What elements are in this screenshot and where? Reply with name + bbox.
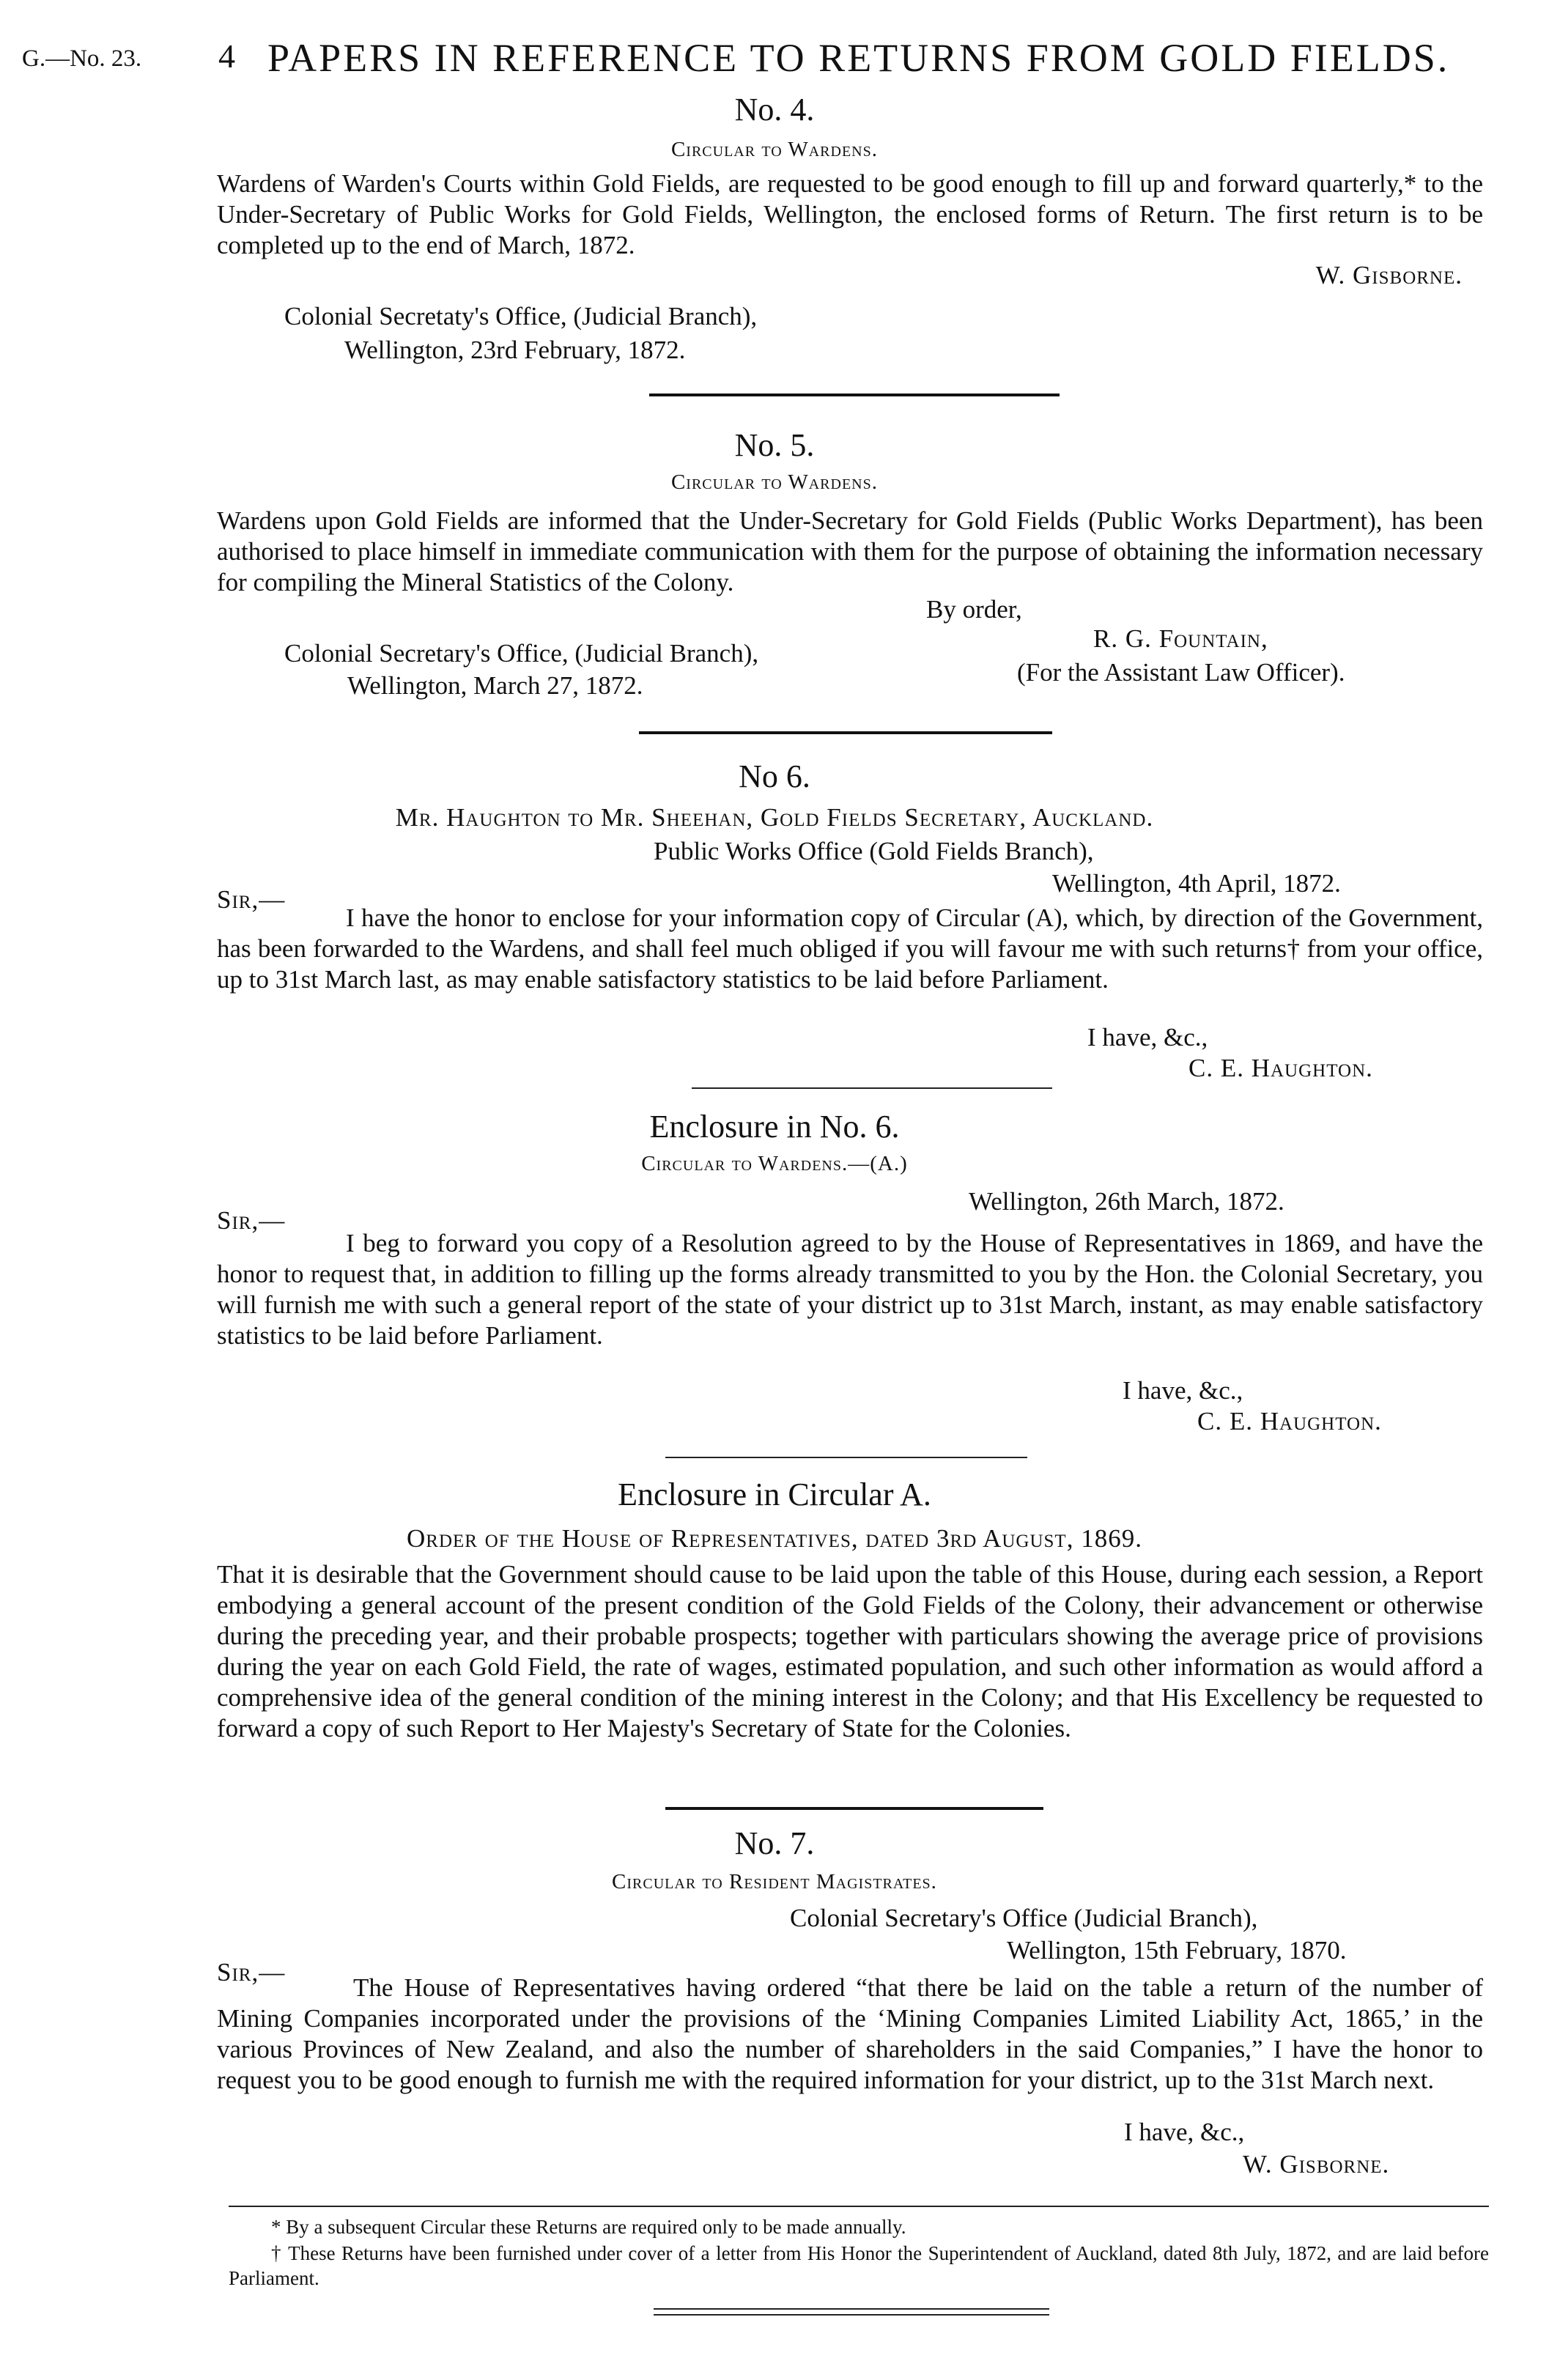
enclosure-a-body: That it is desirable that the Government should cause to be laid upon the table of this House, during each session, a Report embodying a general account of the present condition of the Gold Fields of the Colony, their advancement or otherwise during the preceding year, and their probable prospects; together with particulars showing the average price of provisions during the year on each Gold Field, the rate of wages, estimated population, and such other information as would afford a comprehensive idea of the general condition of the mining interest in the Colony; and that His Excellency be requested to forward a copy of such Report to Her Majesty's Secretary of State for the Colonies. — [217, 1560, 1483, 1742]
footnote-rule — [229, 2206, 1489, 2207]
no6-subheading: Mr. Haughton to Mr. Sheehan, Gold Fields Secretary, Auckland. — [395, 803, 1154, 832]
no4-heading: No. 4. — [734, 92, 815, 128]
no5-office: Colonial Secretary's Office, (Judicial Branch), — [284, 639, 759, 668]
no7-salutation: Sir,— — [217, 1958, 286, 1987]
no7-body: The House of Representatives having ordered “that there be laid on the table a return of the number of Mining Companies incorporated under the provisions of the ‘Mining Companies Limited Liability Act, 1865,’ in the various Provinces of New Zealand, and also the number of shareholders in the said Companies,” I have the honor to request you to be good enough to furnish me with the required information for your district, up to the 31st March next. — [217, 1973, 1483, 2094]
enclosure-a-heading: Enclosure in Circular A. — [618, 1477, 931, 1512]
no5-heading: No. 5. — [734, 427, 815, 463]
no5-by-order: By order, — [926, 595, 1022, 624]
no4-signature: W. Gisborne. — [1315, 261, 1463, 289]
enclosure6-signature: C. E. Haughton. — [1197, 1407, 1382, 1435]
enclosure6-subheading: Circular to Wardens.—(A.) — [641, 1152, 908, 1175]
no5-subheading: Circular to Wardens. — [670, 470, 879, 494]
no7-signature: W. Gisborne. — [1243, 2150, 1390, 2178]
no4-office: Colonial Secretaty's Office, (Judicial Branch), — [284, 302, 758, 330]
section-rule — [692, 1087, 1052, 1089]
no6-heading: No 6. — [739, 758, 810, 794]
no5-signature: R. G. Fountain, — [1093, 624, 1268, 653]
no7-office: Colonial Secretary's Office (Judicial Branch), — [790, 1904, 1258, 1932]
no6-closing: I have, &c., — [1087, 1023, 1208, 1052]
no4-body: Wardens of Warden's Courts within Gold Fields, are requested to be good enough to fill up and forward quarterly,* to the Under-Secretary of Public Works for Gold Fields, Wellington, the enclosed forms of Return. The first return is to be completed up to the end of March, 1872. — [217, 169, 1483, 259]
enclosure6-heading: Enclosure in No. 6. — [649, 1109, 900, 1145]
enclosure-a-subheading: Order of the House of Representatives, dated 3rd August, 1869. — [407, 1524, 1142, 1553]
enclosure6-salutation: Sir,— — [217, 1206, 286, 1235]
no7-heading: No. 7. — [734, 1825, 815, 1861]
page-number: 4 — [218, 37, 235, 75]
section-rule — [665, 1807, 1043, 1810]
no5-signature-role: (For the Assistant Law Officer). — [1017, 658, 1345, 687]
no6-office: Public Works Office (Gold Fields Branch), — [654, 837, 1094, 865]
footnote-star: * By a subsequent Circular these Returns are required only to be made annually. — [271, 2216, 906, 2238]
no7-closing: I have, &c., — [1124, 2118, 1245, 2146]
no7-subheading: Circular to Resident Magistrates. — [612, 1870, 937, 1893]
page-title: PAPERS IN REFERENCE TO RETURNS FROM GOLD FIELDS. — [267, 36, 1450, 80]
no6-body: I have the honor to enclose for your information copy of Circular (A), which, by direction of the Government, has been forwarded to the Wardens, and shall feel much obliged if you will favour me with such returns† from your office, up to 31st March last, as may enable satisfactory statistics to be laid before Parliament. — [217, 903, 1483, 994]
no4-place-date: Wellington, 23rd February, 1872. — [344, 336, 686, 364]
no6-salutation: Sir,— — [217, 885, 286, 914]
section-rule — [649, 393, 1060, 396]
enclosure6-closing: I have, &c., — [1123, 1376, 1243, 1405]
enclosure6-body: I beg to forward you copy of a Resolution agreed to by the House of Representatives in 1869, and have the honor to request that, in addition to filling up the forms already transmitted to you by the Hon. the Colonial Secretary, you will furnish me with such a general report of the state of your district up to 31st March, instant, as may enable satisfactory statistics to be laid before Parliament. — [217, 1229, 1483, 1350]
no6-signature: C. E. Haughton. — [1188, 1054, 1373, 1082]
running-header — [22, 35, 1527, 86]
section-rule — [665, 1457, 1027, 1458]
no4-subheading: Circular to Wardens. — [670, 138, 879, 161]
no6-place-date: Wellington, 4th April, 1872. — [1052, 869, 1341, 898]
section-rule — [639, 731, 1052, 734]
no7-place-date: Wellington, 15th February, 1870. — [1007, 1936, 1347, 1965]
end-rule — [654, 2308, 1049, 2316]
footnote-dagger: † These Returns have been furnished under cover of a letter from His Honor the Superintendent of Auckland, dated 8th July, 1872, and are laid before Parliament. — [229, 2242, 1489, 2289]
no5-place-date: Wellington, March 27, 1872. — [347, 671, 643, 700]
enclosure6-place-date: Wellington, 26th March, 1872. — [969, 1187, 1284, 1216]
no5-body: Wardens upon Gold Fields are informed that the Under-Secretary for Gold Fields (Public Works Department), has been authorised to place himself in immediate communication with them for the purpose of obtaining the information necessary for compiling the Mineral Statistics of the Colony. — [217, 506, 1483, 596]
document-number: G.—No. 23. — [22, 45, 142, 72]
